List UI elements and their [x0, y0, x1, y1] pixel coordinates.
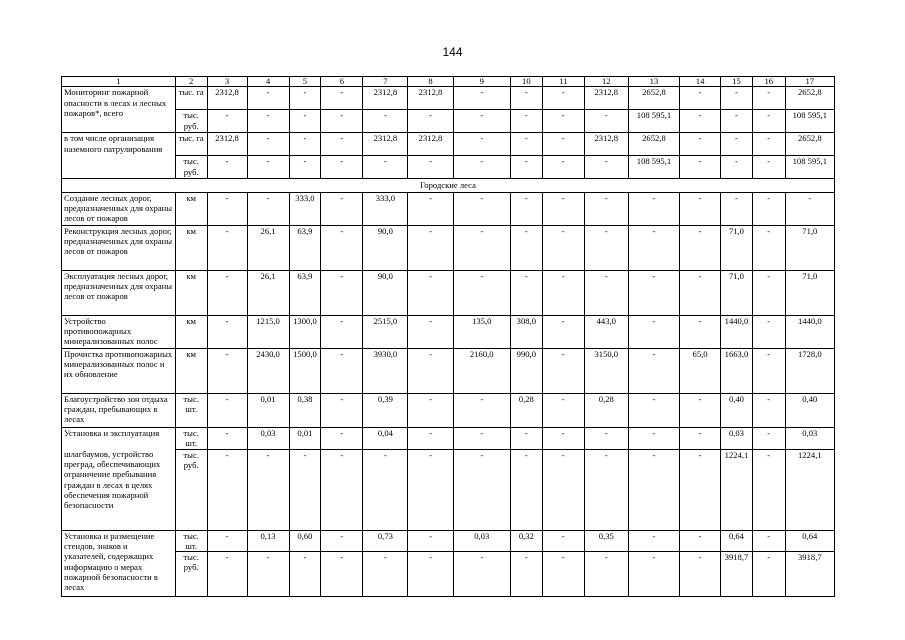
value-cell: - — [321, 449, 363, 530]
value-cell: 108 595,1 — [785, 110, 834, 133]
value-cell: 0,03 — [785, 427, 834, 449]
value-cell: 0,32 — [510, 530, 542, 551]
value-cell: - — [247, 449, 289, 530]
value-cell: 0,13 — [247, 530, 289, 551]
value-cell: - — [510, 225, 542, 270]
value-cell: 0,04 — [363, 427, 408, 449]
value-cell: 0,64 — [721, 530, 753, 551]
value-cell: - — [680, 270, 721, 315]
value-cell: - — [408, 427, 453, 449]
value-cell: 108 595,1 — [785, 156, 834, 179]
table-row — [62, 225, 835, 270]
value-cell: - — [321, 87, 363, 110]
value-cell: 990,0 — [510, 348, 542, 393]
value-cell: 2312,8 — [207, 133, 247, 156]
value-cell: - — [785, 192, 834, 225]
value-cell: - — [321, 270, 363, 315]
value-cell: - — [207, 156, 247, 179]
value-cell: - — [680, 551, 721, 596]
activity-name: Мониторинг пожарной опасности в лесах и лесных пожаров*, всего — [62, 87, 176, 133]
value-cell: - — [289, 156, 321, 179]
value-cell: - — [510, 551, 542, 596]
value-cell: 0,73 — [363, 530, 408, 551]
value-cell: - — [207, 427, 247, 449]
value-cell: - — [321, 225, 363, 270]
table-row — [62, 133, 835, 156]
value-cell: 71,0 — [721, 225, 753, 270]
value-cell: - — [584, 156, 628, 179]
value-cell: - — [510, 192, 542, 225]
value-cell: 2515,0 — [363, 315, 408, 348]
value-cell: - — [453, 393, 510, 427]
value-cell: 1728,0 — [785, 348, 834, 393]
value-cell: 2312,8 — [207, 87, 247, 110]
value-cell: 0,28 — [510, 393, 542, 427]
value-cell: - — [752, 133, 785, 156]
value-cell: - — [207, 225, 247, 270]
value-cell: - — [680, 393, 721, 427]
column-header: 5 — [289, 77, 321, 87]
table-row — [62, 270, 835, 315]
column-header: 13 — [628, 77, 679, 87]
value-cell: - — [321, 348, 363, 393]
value-cell: 0,01 — [289, 427, 321, 449]
unit-cell: тыс. шт. — [175, 393, 207, 427]
value-cell: - — [453, 551, 510, 596]
value-cell: 3918,7 — [721, 551, 753, 596]
value-cell: - — [363, 551, 408, 596]
value-cell: - — [207, 270, 247, 315]
activity-name: в том числе организация наземного патрулирования — [62, 133, 176, 179]
value-cell: 71,0 — [785, 225, 834, 270]
value-cell: - — [584, 449, 628, 530]
value-cell: 2652,8 — [785, 87, 834, 110]
value-cell: - — [680, 225, 721, 270]
column-header: 8 — [408, 77, 453, 87]
section-title: Городские леса — [62, 179, 835, 192]
activity-name: Установка и размещение стендов, знаков и — [62, 530, 176, 551]
value-cell: - — [321, 427, 363, 449]
value-cell: - — [289, 133, 321, 156]
value-cell: - — [584, 225, 628, 270]
value-cell: - — [510, 449, 542, 530]
value-cell: 2312,8 — [408, 87, 453, 110]
activity-name: указателей, содержащих информацию о мерах пожарной безопасности в лесах — [62, 551, 176, 596]
value-cell: - — [363, 449, 408, 530]
value-cell: 71,0 — [785, 270, 834, 315]
table-row — [62, 87, 835, 110]
value-cell: - — [680, 133, 721, 156]
value-cell: - — [752, 427, 785, 449]
value-cell: - — [207, 315, 247, 348]
value-cell: - — [453, 133, 510, 156]
value-cell: - — [628, 393, 679, 427]
value-cell: - — [321, 133, 363, 156]
value-cell: - — [321, 393, 363, 427]
value-cell: - — [207, 393, 247, 427]
value-cell: 2312,8 — [363, 87, 408, 110]
value-cell: - — [752, 449, 785, 530]
value-cell: 0,28 — [584, 393, 628, 427]
value-cell: - — [680, 315, 721, 348]
value-cell: 1440,0 — [785, 315, 834, 348]
value-cell: 2652,8 — [785, 133, 834, 156]
value-cell: - — [542, 551, 584, 596]
value-cell: 108 595,1 — [628, 156, 679, 179]
column-header: 11 — [542, 77, 584, 87]
value-cell: - — [408, 156, 453, 179]
column-header: 2 — [175, 77, 207, 87]
unit-cell: км — [175, 225, 207, 270]
value-cell: 0,03 — [721, 427, 753, 449]
value-cell: - — [453, 87, 510, 110]
value-cell: - — [721, 110, 753, 133]
activity-name: Благоустройство зон отдыха граждан, пребывающих в лесах — [62, 393, 176, 427]
value-cell: - — [628, 427, 679, 449]
value-cell: - — [363, 110, 408, 133]
value-cell: - — [510, 427, 542, 449]
value-cell: - — [207, 530, 247, 551]
value-cell: - — [453, 110, 510, 133]
activity-name: Установка и эксплуатация — [62, 427, 176, 449]
value-cell: - — [584, 551, 628, 596]
value-cell: 90,0 — [363, 270, 408, 315]
value-cell: - — [752, 110, 785, 133]
value-cell: - — [510, 110, 542, 133]
header-row — [62, 77, 835, 87]
column-header: 1 — [62, 77, 176, 87]
value-cell: 333,0 — [363, 192, 408, 225]
value-cell: - — [247, 551, 289, 596]
value-cell: - — [321, 315, 363, 348]
column-header: 12 — [584, 77, 628, 87]
value-cell: - — [584, 192, 628, 225]
value-cell: - — [628, 270, 679, 315]
unit-cell: тыс. руб. — [175, 156, 207, 179]
value-cell: - — [542, 393, 584, 427]
value-cell: - — [363, 156, 408, 179]
value-cell: - — [721, 133, 753, 156]
column-header: 3 — [207, 77, 247, 87]
value-cell: - — [752, 393, 785, 427]
value-cell: - — [510, 133, 542, 156]
column-header: 7 — [363, 77, 408, 87]
unit-cell: км — [175, 192, 207, 225]
value-cell: - — [408, 110, 453, 133]
unit-cell: тыс. руб. — [175, 110, 207, 133]
value-cell: - — [207, 449, 247, 530]
value-cell: 63,9 — [289, 270, 321, 315]
value-cell: 0,39 — [363, 393, 408, 427]
value-cell: - — [628, 348, 679, 393]
value-cell: 135,0 — [453, 315, 510, 348]
value-cell: - — [752, 192, 785, 225]
value-cell: - — [510, 87, 542, 110]
activity-name: Прочистка противопожарных минерализованных полос и их обновление — [62, 348, 176, 393]
value-cell: - — [680, 449, 721, 530]
value-cell: - — [542, 133, 584, 156]
value-cell: - — [289, 449, 321, 530]
value-cell: 0,40 — [785, 393, 834, 427]
value-cell: - — [680, 87, 721, 110]
value-cell: - — [628, 551, 679, 596]
activity-name: Эксплуатация лесных дорог, предназначенных для охраны лесов от пожаров — [62, 270, 176, 315]
value-cell: - — [207, 192, 247, 225]
column-header: 4 — [247, 77, 289, 87]
value-cell: - — [408, 393, 453, 427]
value-cell: - — [680, 427, 721, 449]
value-cell: - — [408, 449, 453, 530]
value-cell: - — [510, 270, 542, 315]
value-cell: - — [289, 110, 321, 133]
value-cell: - — [680, 192, 721, 225]
value-cell: - — [628, 225, 679, 270]
value-cell: 2312,8 — [584, 87, 628, 110]
table-row — [62, 192, 835, 225]
value-cell: 0,40 — [721, 393, 753, 427]
forest-fire-table — [61, 76, 835, 597]
value-cell: - — [752, 551, 785, 596]
value-cell: - — [628, 449, 679, 530]
value-cell: 0,60 — [289, 530, 321, 551]
value-cell: 2312,8 — [584, 133, 628, 156]
value-cell: - — [247, 192, 289, 225]
value-cell: 3150,0 — [584, 348, 628, 393]
value-cell: 65,0 — [680, 348, 721, 393]
value-cell: 90,0 — [363, 225, 408, 270]
value-cell: - — [542, 348, 584, 393]
table-row — [62, 315, 835, 348]
value-cell: - — [752, 315, 785, 348]
value-cell: - — [321, 551, 363, 596]
value-cell: - — [628, 192, 679, 225]
value-cell: - — [542, 156, 584, 179]
column-header: 10 — [510, 77, 542, 87]
value-cell: - — [247, 87, 289, 110]
value-cell: - — [247, 156, 289, 179]
unit-cell: тыс. руб. — [175, 449, 207, 530]
value-cell: 2160,0 — [453, 348, 510, 393]
value-cell: - — [542, 315, 584, 348]
value-cell: - — [721, 87, 753, 110]
column-header: 6 — [321, 77, 363, 87]
value-cell: - — [680, 110, 721, 133]
value-cell: 0,35 — [584, 530, 628, 551]
value-cell: - — [510, 156, 542, 179]
value-cell: - — [721, 156, 753, 179]
value-cell: - — [542, 449, 584, 530]
value-cell: - — [584, 427, 628, 449]
activity-name: Реконструкция лесных дорог, предназначенных для охраны лесов от пожаров — [62, 225, 176, 270]
table-row — [62, 530, 835, 551]
value-cell: - — [453, 270, 510, 315]
value-cell: - — [542, 530, 584, 551]
value-cell: 2312,8 — [408, 133, 453, 156]
value-cell: - — [247, 133, 289, 156]
value-cell: - — [289, 87, 321, 110]
value-cell: 63,9 — [289, 225, 321, 270]
unit-cell: км — [175, 315, 207, 348]
page-number: 144 — [442, 45, 463, 59]
value-cell: - — [321, 192, 363, 225]
value-cell: 1215,0 — [247, 315, 289, 348]
value-cell: - — [680, 156, 721, 179]
value-cell: 1500,0 — [289, 348, 321, 393]
value-cell: - — [752, 270, 785, 315]
value-cell: 1224,1 — [721, 449, 753, 530]
value-cell: 2312,8 — [363, 133, 408, 156]
column-header: 17 — [785, 77, 834, 87]
value-cell: 2652,8 — [628, 87, 679, 110]
value-cell: 3930,0 — [363, 348, 408, 393]
activity-name: шлагбаумов, устройство преград, обеспечивающих ограничение пребывания граждан в лесах в целях обеспечения пожарной безопасности — [62, 449, 176, 530]
activity-name: Создание лесных дорог, предназначенных для охраны лесов от пожаров — [62, 192, 176, 225]
value-cell: 2652,8 — [628, 133, 679, 156]
value-cell: - — [542, 192, 584, 225]
value-cell: 1663,0 — [721, 348, 753, 393]
value-cell: - — [453, 156, 510, 179]
value-cell: 0,03 — [247, 427, 289, 449]
value-cell: 71,0 — [721, 270, 753, 315]
unit-cell: тыс. га — [175, 87, 207, 110]
value-cell: - — [321, 110, 363, 133]
value-cell: - — [408, 348, 453, 393]
value-cell: - — [408, 551, 453, 596]
table-row — [62, 156, 835, 179]
value-cell: - — [721, 192, 753, 225]
value-cell: - — [207, 551, 247, 596]
value-cell: - — [752, 156, 785, 179]
table-row — [62, 393, 835, 427]
value-cell: 1224,1 — [785, 449, 834, 530]
unit-cell: тыс. шт. — [175, 530, 207, 551]
value-cell: - — [321, 156, 363, 179]
unit-cell: км — [175, 348, 207, 393]
value-cell: - — [408, 270, 453, 315]
value-cell: - — [408, 225, 453, 270]
value-cell: 1440,0 — [721, 315, 753, 348]
value-cell: - — [247, 110, 289, 133]
value-cell: 3918,7 — [785, 551, 834, 596]
value-cell: - — [752, 530, 785, 551]
value-cell: 333,0 — [289, 192, 321, 225]
value-cell: 0,38 — [289, 393, 321, 427]
value-cell: - — [542, 87, 584, 110]
value-cell: 108 595,1 — [628, 110, 679, 133]
table-row — [62, 110, 835, 133]
value-cell: - — [207, 348, 247, 393]
value-cell: - — [680, 530, 721, 551]
value-cell: - — [453, 427, 510, 449]
value-cell: - — [408, 315, 453, 348]
value-cell: - — [453, 225, 510, 270]
value-cell: - — [321, 530, 363, 551]
value-cell: - — [628, 530, 679, 551]
unit-cell: тыс. руб. — [175, 551, 207, 596]
value-cell: - — [542, 110, 584, 133]
table-row — [62, 427, 835, 449]
value-cell: - — [584, 110, 628, 133]
table-row — [62, 449, 835, 530]
value-cell: 26,1 — [247, 270, 289, 315]
unit-cell: тыс. га — [175, 133, 207, 156]
value-cell: - — [408, 530, 453, 551]
column-header: 16 — [752, 77, 785, 87]
value-cell: 2430,0 — [247, 348, 289, 393]
value-cell: - — [752, 87, 785, 110]
value-cell: 443,0 — [584, 315, 628, 348]
value-cell: 0,01 — [247, 393, 289, 427]
column-header: 9 — [453, 77, 510, 87]
table-row — [62, 179, 835, 192]
value-cell: 0,03 — [453, 530, 510, 551]
value-cell: - — [752, 225, 785, 270]
value-cell: - — [453, 192, 510, 225]
table-row — [62, 551, 835, 596]
value-cell: 0,64 — [785, 530, 834, 551]
unit-cell: км — [175, 270, 207, 315]
value-cell: - — [542, 427, 584, 449]
value-cell: - — [584, 270, 628, 315]
value-cell: - — [408, 192, 453, 225]
table-row — [62, 348, 835, 393]
value-cell: 308,0 — [510, 315, 542, 348]
value-cell: - — [453, 449, 510, 530]
value-cell: 26,1 — [247, 225, 289, 270]
activity-name: Устройство противопожарных минерализованных полос — [62, 315, 176, 348]
value-cell: - — [289, 551, 321, 596]
column-header: 15 — [721, 77, 753, 87]
column-header: 14 — [680, 77, 721, 87]
value-cell: 1300,0 — [289, 315, 321, 348]
value-cell: - — [542, 225, 584, 270]
value-cell: - — [207, 110, 247, 133]
value-cell: - — [542, 270, 584, 315]
value-cell: - — [752, 348, 785, 393]
unit-cell: тыс. шт. — [175, 427, 207, 449]
value-cell: - — [628, 315, 679, 348]
